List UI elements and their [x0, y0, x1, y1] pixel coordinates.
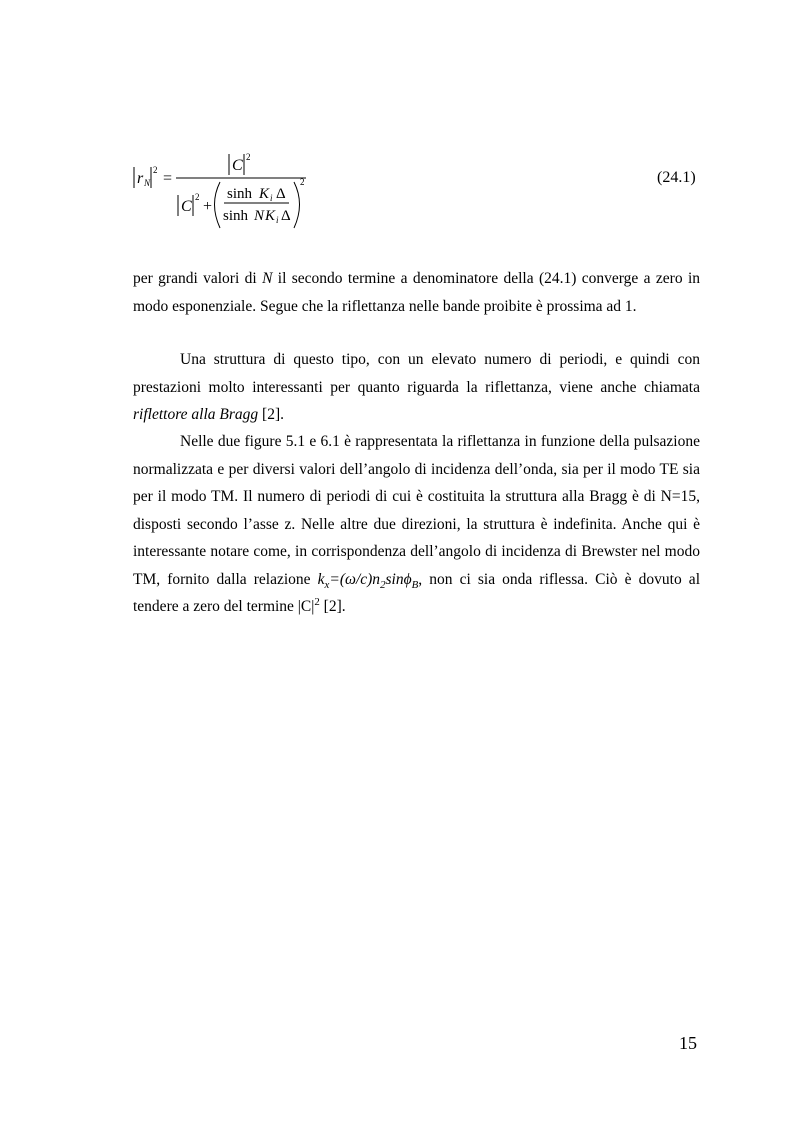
equation-number: (24.1): [657, 169, 696, 186]
p3-square-sup: 2: [314, 595, 320, 608]
num-power: 2: [246, 152, 251, 162]
inner-num-K: K: [259, 186, 270, 202]
den-var: C: [181, 198, 192, 215]
p2-emphasis: riflettore alla Bragg: [133, 406, 259, 423]
p3-text-c: [2].: [319, 598, 346, 615]
p3-text-b: , non ci sia onda riflessa. Ciò è dovuto al tendere a zero del termine |C|: [133, 570, 700, 615]
p2-text-b: [2].: [258, 406, 284, 423]
p3-k: k: [317, 570, 325, 588]
left-paren: [215, 182, 221, 228]
p3-rel1: =(: [329, 570, 345, 588]
reflectance-formula: [128, 140, 318, 240]
right-paren: [294, 182, 300, 228]
lhs-var: r: [137, 170, 144, 187]
inner-den-i: i: [276, 215, 279, 225]
p3-phi: ϕ: [403, 570, 412, 588]
num-var: C: [232, 157, 243, 174]
paragraph-2: [133, 346, 700, 429]
p3-rel2: /c)n: [355, 570, 381, 588]
paragraph-1: [133, 265, 700, 320]
p3-two-sub: 2: [380, 578, 386, 591]
p3-omega: ω: [345, 570, 356, 588]
p3-text-a: Nelle due figure 5.1 e 6.1 è rappresentata la riflettanza in funzione della pulsazione normalizzata e per diversi valori dell’angolo di incidenza dell’onda, sia per il modo TE sia per il modo TM. Il numero di periodi di cui è costituita la struttura alla Bragg è di N=15, disposti secondo l’asse z. Nelle altre due direzioni, la struttura è indefinita. Anche qui è interessante notare come, in corrispondenza dell’angolo di incidenza di Brewster nel modo TM, fornito dalla relazione: [133, 433, 700, 588]
den-power: 2: [195, 192, 200, 202]
inner-num-delta: Δ: [276, 186, 286, 202]
p2-text-a: Una struttura di questo tipo, con un elevato numero di periodi, e quindi con prestazioni molto interessanti per quanto riguarda la riflettanza, viene anche chiamata: [133, 351, 700, 396]
equals-sign: =: [163, 170, 173, 187]
lhs-sub: N: [144, 178, 151, 188]
inner-den-sinh: sinh: [223, 208, 249, 224]
lhs-power: 2: [153, 165, 158, 175]
p3-rel3: sin: [385, 570, 404, 588]
p1-text-b: il secondo termine a denominatore della (24.1) converge a zero in modo esponenziale. Segue che la riflettanza nelle bande proibite è prossima ad 1.: [133, 270, 700, 315]
inner-den-delta: Δ: [281, 208, 291, 224]
inner-den-K: K: [265, 208, 276, 224]
p1-text-a: per grandi valori di: [133, 270, 263, 287]
inner-num-i: i: [270, 193, 273, 203]
inner-den-N: N: [254, 208, 265, 224]
p1-N: N: [262, 270, 273, 287]
inner-num-sinh: sinh: [227, 186, 253, 202]
p3-x-sub: x: [324, 578, 330, 591]
p3-B-sub: B: [411, 578, 419, 591]
paren-power: 2: [300, 177, 305, 187]
page-number: 15: [679, 1033, 697, 1053]
plus-sign: +: [203, 198, 213, 215]
paragraph-3: [133, 428, 700, 621]
equation-24-1: [0, 140, 793, 240]
